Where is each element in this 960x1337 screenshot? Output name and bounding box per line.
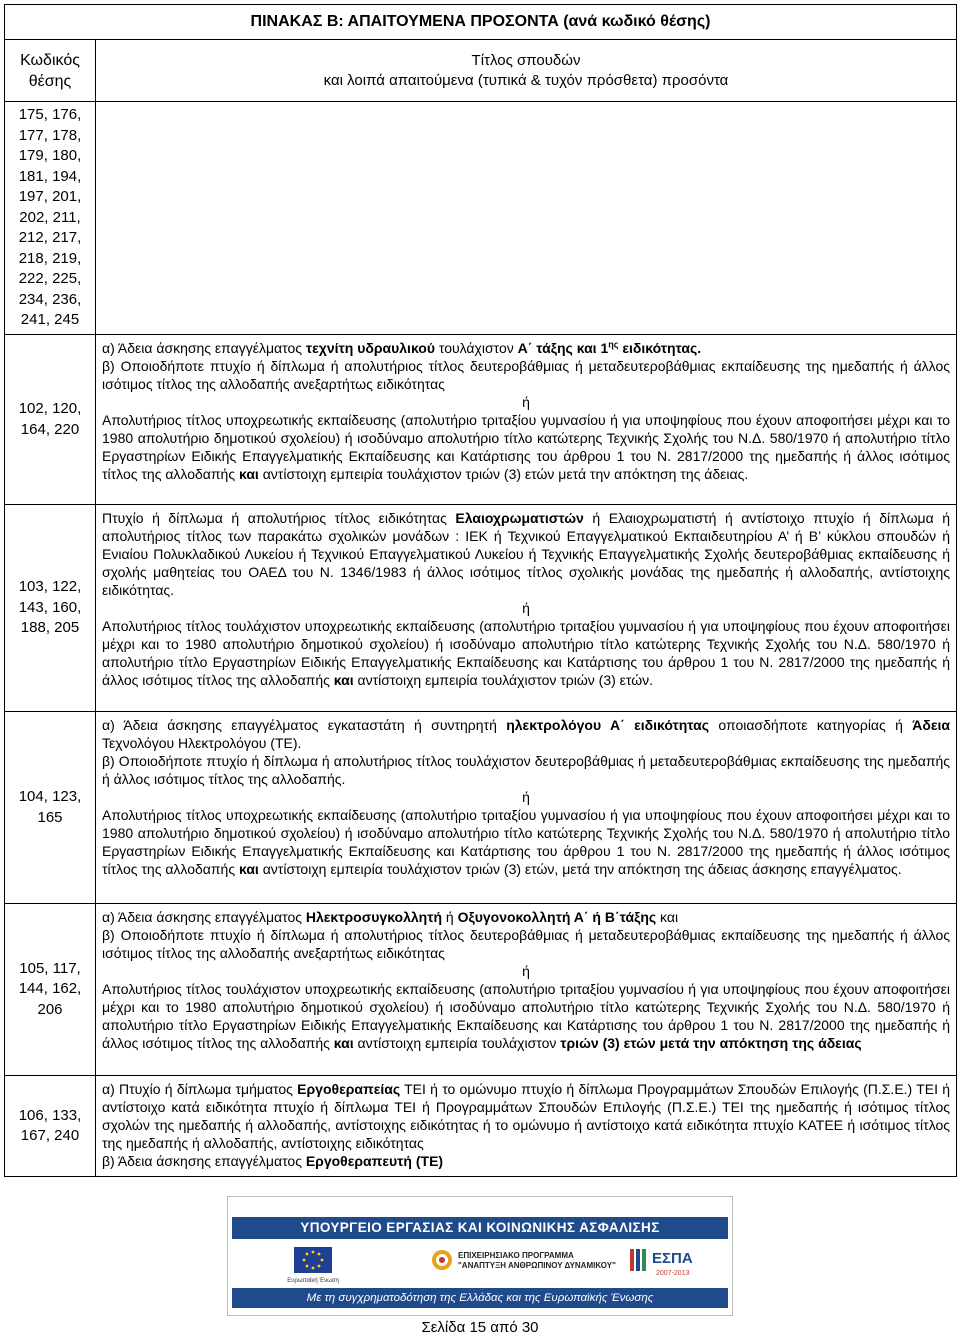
- position-codes: 106, 133, 167, 240: [5, 1076, 96, 1177]
- position-codes: 105, 117, 144, 162, 206: [5, 904, 96, 1076]
- table-row: [5, 1076, 957, 1177]
- requirements-text: [96, 102, 957, 335]
- column-header-description: Τίτλος σπουδών και λοιπά απαιτούμενα (τυπικά & τυχόν πρόσθετα) προσόντα: [96, 40, 957, 102]
- program-subtitle: "ΑΝΑΠΤΥΞΗ ΑΝΘΡΩΠΙΝΟΥ ΔΥΝΑΜΙΚΟΥ": [458, 1261, 616, 1270]
- page-number: Σελίδα 15 από 30: [421, 1319, 539, 1336]
- espa-logo-icon: [630, 1249, 646, 1271]
- cofunding-slogan: Με τη συγχρηματοδότηση της Ελλάδας και της Ευρωπαϊκής Ένωσης: [232, 1288, 728, 1308]
- position-codes: 103, 122, 143, 160, 188, 205: [5, 505, 96, 712]
- requirements-table: [4, 4, 957, 1177]
- logos-row: [232, 1243, 728, 1285]
- position-codes: 175, 176, 177, 178, 179, 180, 181, 194, 197, 201, 202, 211, 212, 217, 218, 219, 222, 225, 234, 236, 241, 245: [5, 102, 96, 335]
- program-logo-icon: [432, 1250, 452, 1270]
- requirements-text: Πτυχίο ή δίπλωμα ή απολυτήριος τίτλος ειδικότητας Ελαιοχρωματιστών ή Ελαιοχρωματιστή ή αντίστοιχο πτυχίο ή δίπλωμα ή απολυτήριος τίτλος των παρακάτω σχολικών μονάδων : ΙΕΚ ή Τεχνικού Επαγγελματικού Εκπαιδευτηρίου Α’ ή Β’ κύκλου σπουδών ή Ενιαίου Πολυκλαδικού Λυκείου ή Τεχνικού Επαγγελματικού Λυκείου ή Τεχνικής Επαγγελματικής Σχολής δευτεροβάθμιας εκπαίδευσης ή σχολής μαθητείας του ΟΑΕΔ του Ν. 1346/1983 ή άλλος ισότιμος τίτλος σχολικής μονάδας της ημεδαπής ή αλλοδαπής, αντίστοιχης ειδικότητας. ή Απολυτήριος τίτλος τουλάχιστον υποχρεωτικής εκπαίδευσης (απολυτήριο τριταξίου γυμνασίου ή για υποψηφίους που έχουν αποφοιτήσει μέχρι και το 1980 απολυτήριο δημοτικού σχολείου) ή ισοδύναμο απολυτήριο τίτλο κατώτερης Τεχνικής Σχολής του Ν.Δ. 580/1970 ή απολυτήριο τίτλο Εργαστηρίων Ειδικής Επαγγελματικής Εκπαίδευσης και Κατάρτισης του άρθρου 1 του Ν. 2817/2000 της ημεδαπής ή άλλος ισότιμος τίτλος της αλλοδαπής και αντίστοιχη εμπειρία τουλάχιστον τριών (3) ετών.: [96, 505, 957, 712]
- program-title: ΕΠΙΧΕΙΡΗΣΙΑΚΟ ΠΡΟΓΡΑΜΜΑ: [458, 1251, 574, 1260]
- espa-years: 2007-2013: [656, 1270, 690, 1277]
- requirements-text: α) Άδεια άσκησης επαγγέλματος τεχνίτη υδραυλικού τουλάχιστον Α΄ τάξης και $1^{\eta\varsigma}$ ειδικότητας. β) Οποιοδήποτε πτυχίο ή δίπλωμα ή απολυτήριος τίτλος δευτεροβάθμιας ή μεταδευτεροβάθμιας εκπαίδευσης της ημεδαπής ή άλλος ισότιμος τίτλος της αλλοδαπής ανεξαρτήτως ειδικότητας ή Απολυτήριος τίτλος υποχρεωτικής εκπαίδευσης (απολυτήριο τριταξίου γυμνασίου ή για υποψηφίους που έχουν αποφοιτήσει μέχρι και το 1980 απολυτήριο δημοτικού σχολείου) ή ισοδύναμο απολυτήριο τίτλο κατώτερης Τεχνικής Σχολής του Ν.Δ. 580/1970 ή απολυτήριο τίτλο Εργαστηρίων Ειδικής Επαγγελματικής Εκπαίδευσης και Κατάρτισης του άρθρου 1 του Ν. 2817/2000 της ημεδαπής ή άλλος ισότιμος τίτλος της αλλοδαπής και αντίστοιχη εμπειρία τουλάχιστον τριών (3) ετών μετά την απόκτηση της άδειας.: [96, 335, 957, 505]
- requirements-text: α) Άδεια άσκησης επαγγέλματος Ηλεκτροσυγκολλητή ή Οξυγονοκολλητή Α΄ ή Β΄τάξης και β) Οποιοδήποτε πτυχίο ή δίπλωμα ή απολυτήριος τίτλος δευτεροβάθμιας ή μεταδευτεροβάθμιας εκπαίδευσης της ημεδαπής ή άλλος ισότιμος τίτλος της αλλοδαπής ανεξαρτήτως ειδικότητας ή Απολυτήριος τίτλος τουλάχιστον υποχρεωτικής εκπαίδευσης (απολυτήριο τριταξίου γυμνασίου ή για υποψηφίους που έχουν αποφοιτήσει μέχρι και το 1980 απολυτήριο δημοτικού σχολείου) ή ισοδύναμο απολυτήριο τίτλο κατώτερης Τεχνικής Σχολής του Ν.Δ. 580/1970 ή απολυτήριο τίτλο Εργαστηρίων Ειδικής Επαγγελματικής Εκπαίδευσης και Κατάρτισης του άρθρου 1 του Ν. 2817/2000 της ημεδαπής ή άλλος ισότιμος τίτλος της αλλοδαπής και αντίστοιχη εμπειρία τουλάχιστον τριών (3) ετών μετά την απόκτηση της άδειας: [96, 904, 957, 1076]
- column-header-row: [5, 40, 957, 102]
- funding-logo-strip: [227, 1196, 733, 1316]
- table-row: [5, 505, 957, 712]
- table-title: ΠΙΝΑΚΑΣ Β: ΑΠΑΙΤΟΥΜΕΝΑ ΠΡΟΣΟΝΤΑ (ανά κωδικό θέσης): [5, 5, 957, 40]
- position-codes: 104, 123, 165: [5, 712, 96, 904]
- column-header-code: Κωδικός θέσης: [5, 40, 96, 102]
- requirements-text: α) Πτυχίο ή δίπλωμα τμήματος Εργοθεραπείας ΤΕΙ ή το ομώνυμο πτυχίο ή δίπλωμα Προγραμμάτων Σπουδών Επιλογής (Π.Σ.Ε.) ΤΕΙ ή αντίστοιχο κατά ειδικότητα πτυχίο ή δίπλωμα ΤΕΙ ή Προγραμμάτων Σπουδών Επιλογής (Π.Σ.Ε.) ΤΕΙ της ημεδαπής ή ισότιμος τίτλος σχολών της ημεδαπής ή αλλοδαπής, αντίστοιχης ειδικότητας ή το ομώνυμο ή αντίστοιχο κατά ειδικότητα πτυχίο ΚΑΤΕΕ ή ισότιμος τίτλος της ημεδαπής ή αλλοδαπής, αντίστοιχης ειδικότητας β) Άδεια άσκησης επαγγέλματος Εργοθεραπευτή (ΤΕ): [96, 1076, 957, 1177]
- requirements-text: α) Άδεια άσκησης επαγγέλματος εγκαταστάτη ή συντηρητή ηλεκτρολόγου Α΄ ειδικότητας οποιασδήποτε κατηγορίας ή Άδεια Τεχνολόγου Ηλεκτρολόγου (ΤΕ). β) Οποιοδήποτε πτυχίο ή δίπλωμα ή απολυτήριος τίτλος τουλάχιστον δευτεροβάθμιας ή μεταδευτεροβάθμιας εκπαίδευσης της ημεδαπής ή άλλος ισότιμος τίτλος της αλλοδαπής. ή Απολυτήριος τίτλος υποχρεωτικής εκπαίδευσης (απολυτήριο τριταξίου γυμνασίου ή για υποψηφίους που έχουν αποφοιτήσει μέχρι και το 1980 απολυτήριο δημοτικού σχολείου) ή ισοδύναμο απολυτήριο τίτλο κατώτερης Τεχνικής Σχολής του Ν.Δ. 580/1970 ή απολυτήριο τίτλο Εργαστηρίων Ειδικής Επαγγελματικής Εκπαίδευσης και Κατάρτισης του άρθρου 1 του Ν. 2817/2000 της ημεδαπής ή άλλος ισότιμος τίτλος της αλλοδαπής και αντίστοιχη εμπειρία τουλάχιστον τριών (3) ετών, μετά την απόκτηση της άδειας άσκησης επαγγέλματος.: [96, 712, 957, 904]
- table-row: [5, 102, 957, 335]
- table-row: [5, 904, 957, 1076]
- espa-label: ΕΣΠΑ: [652, 1250, 693, 1267]
- position-codes: 102, 120, 164, 220: [5, 335, 96, 505]
- table-row: [5, 712, 957, 904]
- table-row: [5, 335, 957, 505]
- table-title-row: [5, 5, 957, 40]
- ministry-banner: ΥΠΟΥΡΓΕΙΟ ΕΡΓΑΣΙΑΣ ΚΑΙ ΚΟΙΝΩΝΙΚΗΣ ΑΣΦΑΛΙΣΗΣ: [232, 1217, 728, 1239]
- eu-caption: Ευρωπαϊκή Ένωση: [287, 1278, 339, 1284]
